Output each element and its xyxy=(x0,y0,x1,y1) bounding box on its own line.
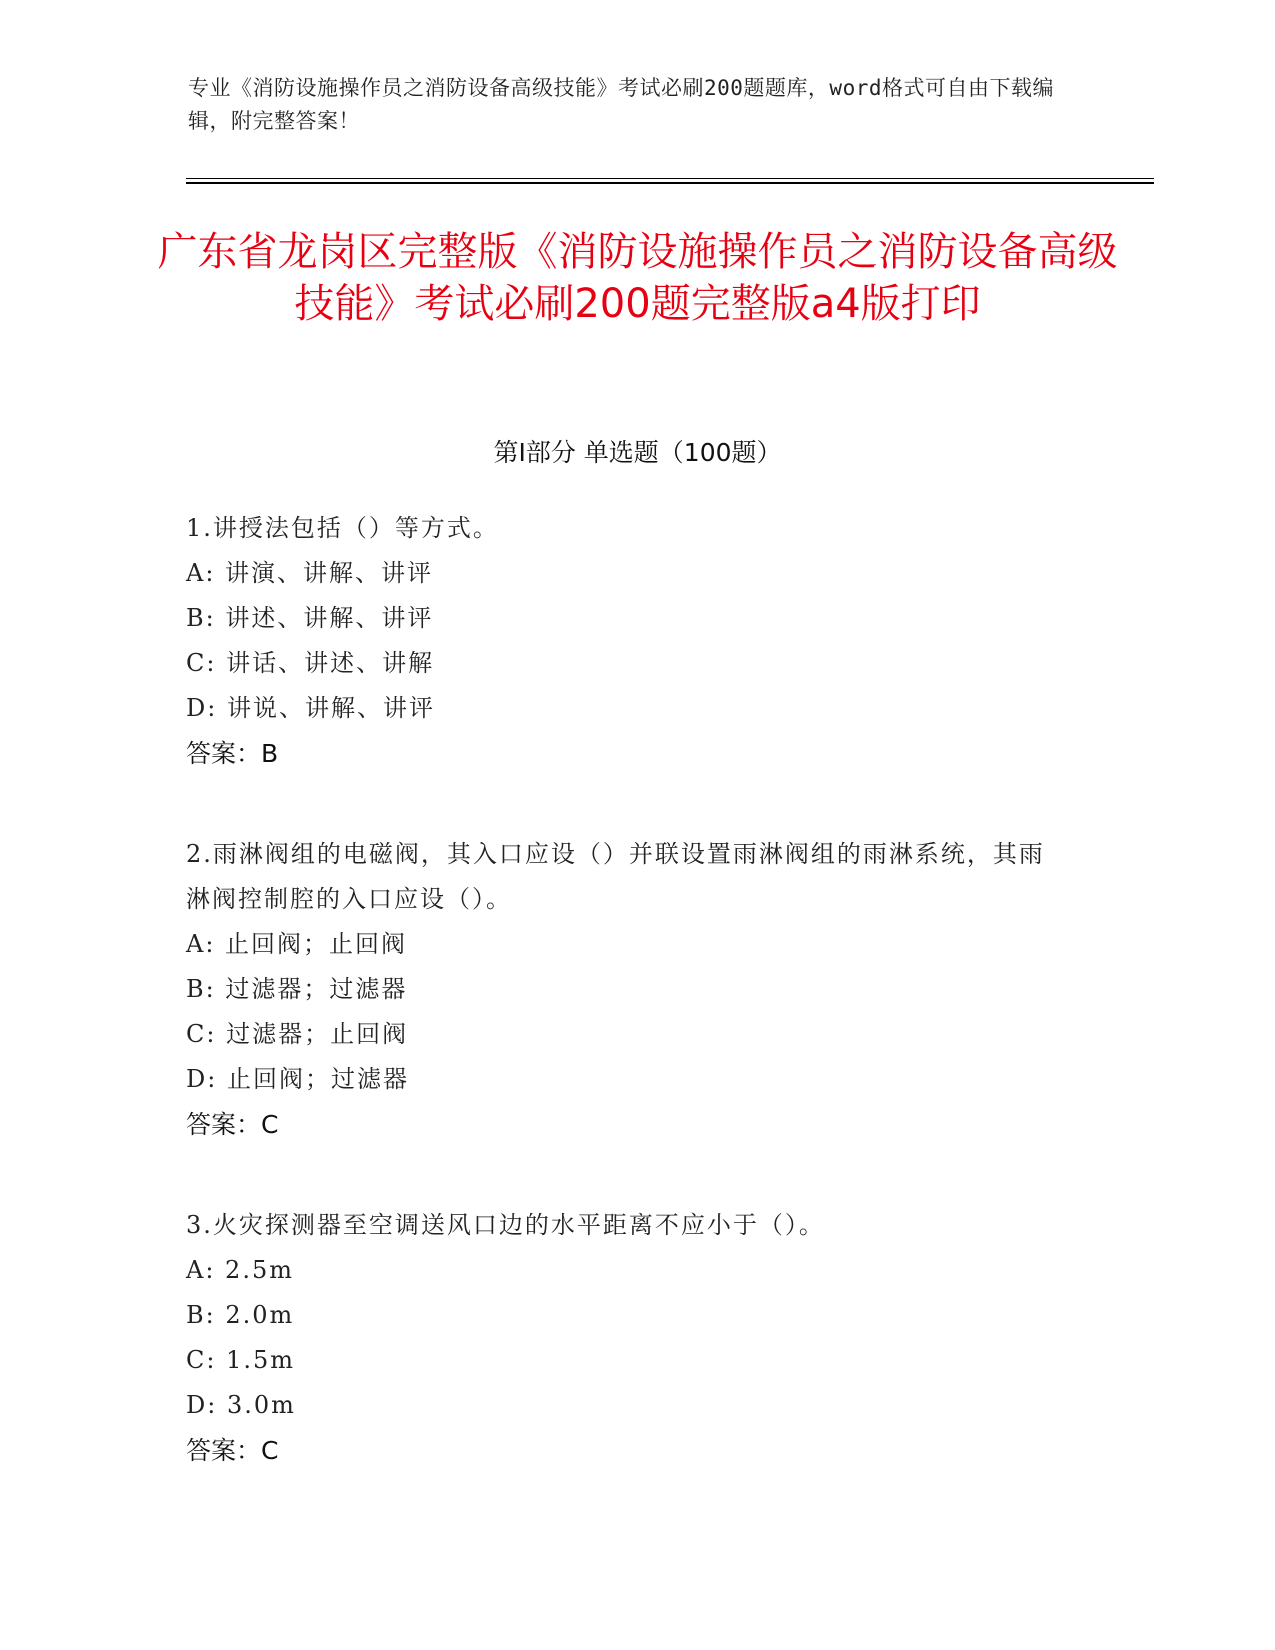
header-rule-thin xyxy=(186,178,1154,179)
question-3 xyxy=(186,1203,1066,1473)
answer: 答案：C xyxy=(186,1110,279,1139)
option-b: B: 2.0m xyxy=(186,1301,295,1329)
option-c: C: 1.5m xyxy=(186,1346,296,1374)
answer: 答案：B xyxy=(186,739,279,768)
option-d: D: 3.0m xyxy=(186,1391,296,1419)
option-a: A: 2.5m xyxy=(186,1256,294,1284)
answer: 答案：C xyxy=(186,1436,279,1465)
option-d: D: 讲说、讲解、讲评 xyxy=(186,694,435,722)
option-b: B: 过滤器；过滤器 xyxy=(186,975,408,1003)
option-c: C: 讲话、讲述、讲解 xyxy=(186,649,435,677)
option-a: A: 止回阀；止回阀 xyxy=(186,930,408,958)
option-b: B: 讲述、讲解、讲评 xyxy=(186,604,434,632)
document-title: 广东省龙岗区完整版《消防设施操作员之消防设备高级技能》考试必刷200题完整版a4版打印 xyxy=(157,229,1118,327)
question-stem: 3.火灾探测器至空调送风口边的水平距离不应小于（）。 xyxy=(186,1211,825,1239)
header-rule-thick xyxy=(186,182,1154,184)
option-a: A: 讲演、讲解、讲评 xyxy=(186,559,434,587)
question-stem: 1.讲授法包括（）等方式。 xyxy=(186,514,499,542)
section-heading: 第I部分 单选题（100题） xyxy=(493,438,782,467)
header-note: 专业《消防设施操作员之消防设备高级技能》考试必刷200题题库，word格式可自由下载编辑，附完整答案！ xyxy=(188,76,1054,133)
option-d: D: 止回阀；过滤器 xyxy=(186,1065,409,1093)
question-2 xyxy=(186,832,1066,1147)
question-stem: 2.雨淋阀组的电磁阀，其入口应设（）并联设置雨淋阀组的雨淋系统，其雨淋阀控制腔的入口应设（）。 xyxy=(186,840,1045,913)
question-1 xyxy=(186,506,1066,776)
option-c: C: 过滤器；止回阀 xyxy=(186,1020,409,1048)
